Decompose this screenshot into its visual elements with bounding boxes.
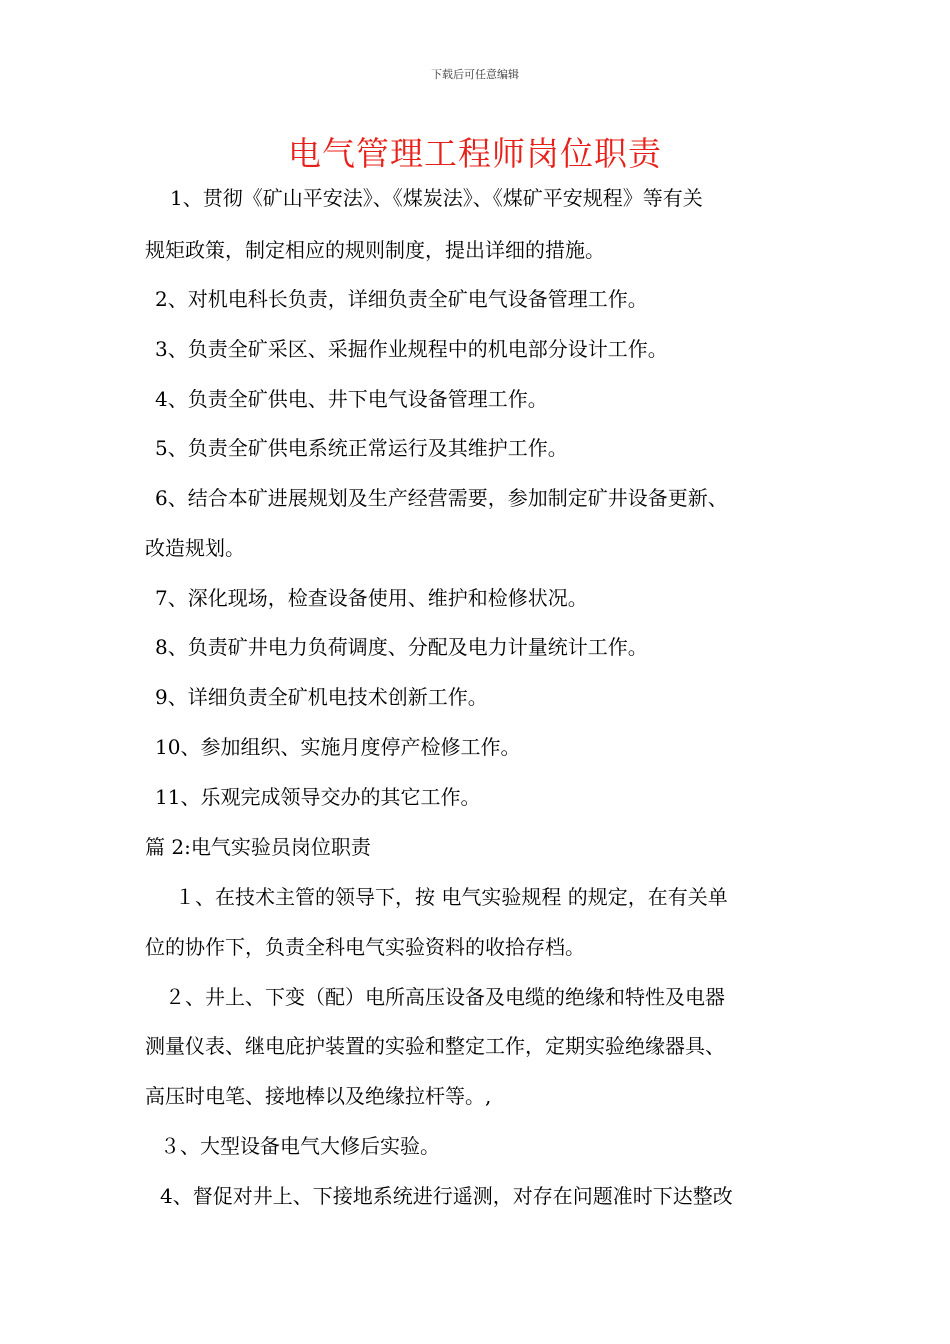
section-heading: 篇 2:电气实验员岗位职责 — [145, 835, 371, 859]
document-title: 电气管理工程师岗位职责 — [288, 134, 662, 173]
paragraph-line: 11、乐观完成领导交办的其它工作。 — [155, 785, 481, 809]
paragraph-line: 高压时电笔、接地棒以及绝缘拉杆等。, — [145, 1084, 492, 1108]
paragraph-line: ３、大型设备电气大修后实验。 — [160, 1134, 440, 1158]
paragraph-line: 规矩政策，制定相应的规则制度，提出详细的措施。 — [145, 238, 605, 262]
paragraph-line: 3、负责全矿采区、采掘作业规程中的机电部分设计工作。 — [155, 337, 668, 361]
paragraph-line: 10、参加组织、实施月度停产检修工作。 — [155, 735, 521, 759]
paragraph-line: 位的协作下，负责全科电气实验资料的收拾存档。 — [145, 935, 585, 959]
paragraph-line: 8、负责矿井电力负荷调度、分配及电力计量统计工作。 — [155, 635, 648, 659]
paragraph-line: 6、结合本矿进展规划及生产经营需要，参加制定矿井设备更新、 — [155, 486, 728, 510]
paragraph-line: 5、负责全矿供电系统正常运行及其维护工作。 — [155, 436, 568, 460]
paragraph-line: 4、负责全矿供电、井下电气设备管理工作。 — [155, 387, 548, 411]
paragraph-line: 9、详细负责全矿机电技术创新工作。 — [155, 685, 488, 709]
paragraph-line: 7、深化现场，检查设备使用、维护和检修状况。 — [155, 586, 588, 610]
paragraph-line: 测量仪表、继电庇护装置的实验和整定工作，定期实验绝缘器具、 — [145, 1034, 725, 1058]
paragraph-line: ２、井上、下变（配）电所高压设备及电缆的绝缘和特性及电器 — [165, 985, 725, 1009]
paragraph-line: 4、督促对井上、下接地系统进行遥测，对存在问题准时下达整改 — [160, 1184, 733, 1208]
paragraph-line: １、在技术主管的领导下，按 电气实验规程 的规定，在有关单 — [175, 885, 728, 909]
paragraph-line: 2、对机电科长负责，详细负责全矿电气设备管理工作。 — [155, 287, 648, 311]
paragraph-line: 改造规划。 — [145, 536, 245, 560]
paragraph-line: 1、贯彻《矿山平安法》、《煤炭法》、《煤矿平安规程》等有关 — [170, 186, 703, 210]
header-note: 下载后可任意编辑 — [431, 68, 519, 81]
